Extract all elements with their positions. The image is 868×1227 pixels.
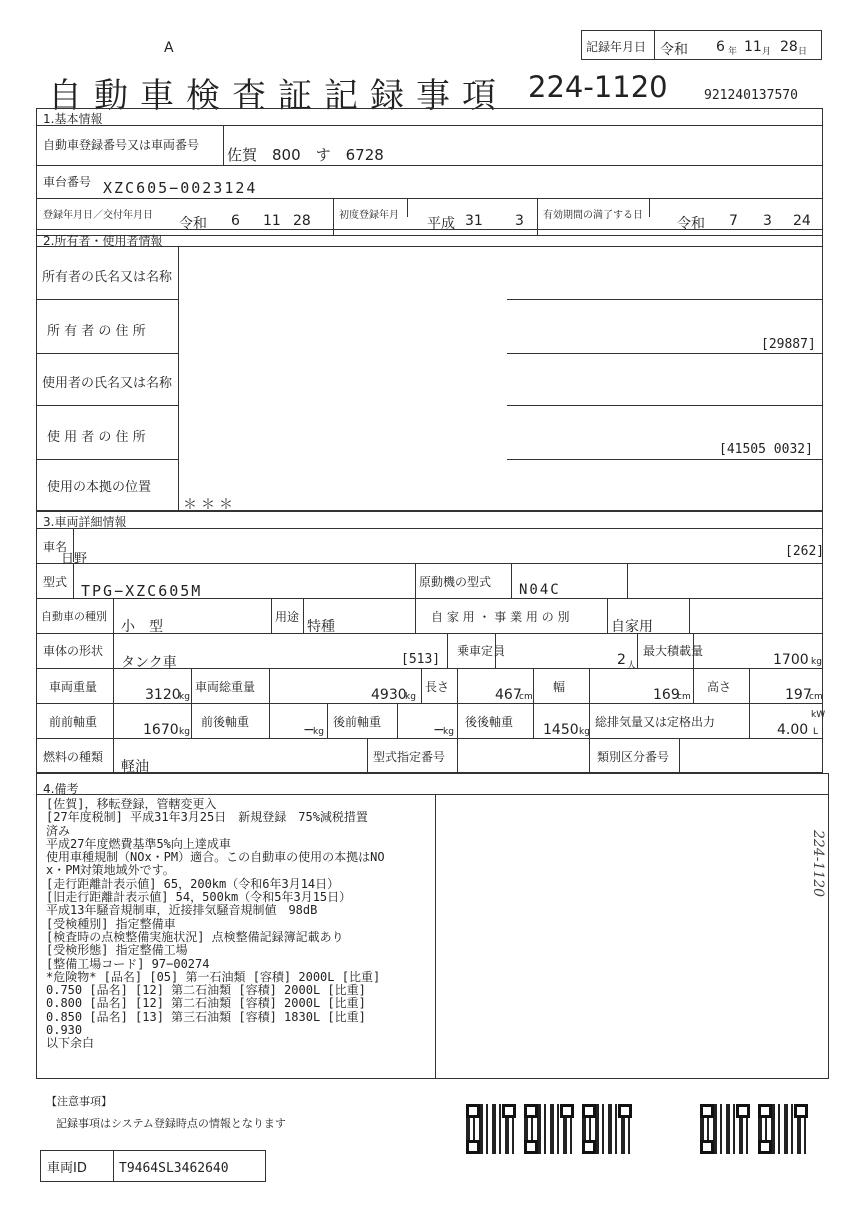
remarks-line: [受検種別] 指定整備車 [46, 916, 176, 931]
capacity-unit: 人 [627, 661, 637, 671]
shape-code: [513] [401, 652, 441, 667]
first-reg-month: 3 [515, 213, 524, 229]
vehicle-id-box [40, 1150, 266, 1182]
user-address-label: 使 用 者 の 住 所 [47, 430, 146, 445]
gross-weight: 4930 [371, 687, 407, 703]
page-title: 自動車検査証記録事項 [48, 76, 508, 116]
owner-code: [29887] [761, 337, 816, 352]
fr-axle-unit: kg [313, 727, 324, 737]
rf-axle-label: 後前軸重 [333, 715, 382, 729]
remarks-line: 使用車種規制（NOx・PM）適合。この自動車の使用の本拠はNO [46, 850, 385, 865]
owner-name-label: 所有者の氏名又は名称 [42, 270, 173, 285]
remarks-line: [受検形態] 指定整備工場 [46, 943, 188, 958]
reg-date-era: 令和 [179, 216, 207, 232]
remarks-line: 0.850 [品名] [13] 第三石油類 [容積] 1830L [比重] [46, 1009, 366, 1024]
rr-axle-unit: kg [579, 727, 590, 737]
model: TPG−XZC605M [81, 582, 203, 600]
record-date-day: 28 [780, 39, 798, 55]
max-load-label: 最大積載量 [643, 644, 704, 658]
type-label: 自動車の種別 [41, 610, 107, 623]
name-code: [262] [785, 544, 825, 559]
first-reg-label: 初度登録年月 [339, 210, 399, 221]
basic-info-section [36, 108, 823, 236]
expiry-day: 24 [793, 213, 811, 229]
engine: N04C [519, 582, 561, 598]
vehicle-id: T9464SL3462640 [119, 1161, 229, 1176]
remarks-line: 済み [46, 823, 71, 838]
remarks-line: [検査時の点検整備実施状況] 点検整備記録簿記載あり [46, 929, 344, 944]
rf-axle: − [433, 722, 445, 738]
expiry-era: 令和 [677, 216, 705, 232]
record-date-year: 6 [716, 39, 725, 55]
remarks-line: [旧走行距離計表示値] 54，500km（令和5年3月15日） [46, 890, 352, 905]
fuel-label: 燃料の種類 [43, 750, 104, 764]
height-label: 高さ [707, 680, 732, 694]
record-date-unit-day: 日 [798, 47, 808, 57]
length: 467 [495, 687, 522, 703]
reg-date-month: 11 [263, 213, 281, 229]
reg-date-year: 6 [231, 213, 240, 229]
fuel-type: 軽油 [121, 759, 149, 775]
vehicle-type: 小 型 [121, 619, 163, 635]
remarks-line: 0.750 [品名] [12] 第二石油類 [容積] 2000L [比重] [46, 983, 366, 998]
ff-axle-label: 前前軸重 [49, 715, 98, 729]
record-date-unit-year: 年 [728, 47, 738, 57]
height-unit: cm [809, 692, 823, 702]
model-label: 型式 [43, 575, 68, 589]
width-label: 幅 [553, 680, 566, 694]
record-date-unit-month: 月 [762, 47, 772, 57]
engine-label: 原動機の型式 [419, 575, 492, 589]
vehicle-use: 特種 [307, 619, 335, 635]
remarks-line: [整備工場コード] 97−00274 [46, 956, 210, 971]
displacement-label: 総排気量又は定格出力 [595, 715, 716, 729]
rr-axle: 1450 [543, 722, 579, 738]
owner-user-section [36, 229, 823, 511]
shape-label: 車体の形状 [43, 644, 104, 658]
qr-code-3 [582, 1104, 632, 1154]
remarks-line: *危険物* [品名] [05] 第一石油類 [容積] 2000L [比重] [46, 969, 381, 984]
displacement-unit-l: L [813, 727, 819, 737]
qr-code-1 [466, 1104, 516, 1154]
chassis-number: XZC605−0023124 [103, 179, 258, 197]
record-date-box [581, 30, 822, 60]
ff-axle: 1670 [143, 722, 179, 738]
user-name-label: 使用者の氏名又は名称 [42, 376, 173, 391]
length-unit: cm [519, 692, 533, 702]
model-designation-label: 型式指定番号 [373, 750, 446, 764]
remarks-line: 平成13年騒音規制車，近接排気騒音規制値 98dB [46, 903, 318, 918]
record-date-month: 11 [744, 39, 762, 55]
reg-number: 佐賀 800 す 6728 [227, 146, 384, 164]
length-label: 長さ [425, 680, 450, 694]
gross-weight-label: 車両総重量 [195, 680, 256, 694]
mark-a: A [164, 40, 174, 56]
owner-user-heading: 2.所有者・使用者情報 [43, 234, 163, 248]
serial-number: 921240137570 [704, 88, 798, 103]
class-number-label: 類別区分番号 [597, 750, 670, 764]
record-date-era: 令和 [660, 42, 688, 58]
remarks-text [46, 798, 436, 1051]
vehicle-name: 日野 [61, 552, 88, 567]
owner-address-label: 所 有 者 の 住 所 [47, 324, 146, 339]
body-shape: タンク車 [121, 655, 177, 671]
capacity-label: 乗車定員 [457, 644, 506, 658]
reg-date-day: 28 [293, 213, 311, 229]
max-load: 1700 [773, 652, 809, 668]
ff-axle-unit: kg [179, 727, 190, 737]
name-label: 車名 [43, 540, 68, 554]
user-code: [41505 0032] [719, 442, 813, 457]
base-label: 使用の本拠の位置 [47, 480, 152, 495]
purpose-label: 自 家 用 ・ 事 業 用 の 別 [431, 610, 570, 624]
vehicle-weight-unit: kg [179, 692, 190, 702]
vehicle-detail-section [36, 511, 826, 775]
remarks-line: [走行距離計表示値] 65，200km（令和6年3月14日） [46, 876, 340, 891]
notice-text: 記録事項はシステム登録時点の情報となります [56, 1117, 286, 1130]
base-value: ＊＊＊ [183, 497, 237, 513]
gross-weight-unit: kg [405, 692, 416, 702]
vehicle-detail-heading: 3.車両詳細情報 [43, 515, 127, 529]
vehicle-weight-label: 車両重量 [49, 680, 98, 694]
rr-axle-label: 後後軸重 [465, 715, 514, 729]
record-date-label: 記録年月日 [586, 40, 647, 54]
height: 197 [785, 687, 812, 703]
remarks-line: [27年度税制] 平成31年3月25日 新規登録 75%減税措置 [46, 810, 368, 825]
remarks-line: 平成27年度燃費基準5%向上達成車 [46, 836, 231, 851]
first-reg-era: 平成 [427, 216, 455, 232]
notice-label: 【注意事項】 [46, 1095, 112, 1108]
basic-info-heading: 1.基本情報 [43, 112, 103, 126]
width: 169 [653, 687, 680, 703]
first-reg-year: 31 [465, 213, 483, 229]
qr-code-5 [758, 1104, 808, 1154]
qr-code-2 [524, 1104, 574, 1154]
purpose: 自家用 [611, 619, 653, 635]
vehicle-id-label: 車両ID [47, 1161, 87, 1176]
displacement-unit-kw: kW [811, 710, 826, 720]
rf-axle-unit: kg [443, 727, 454, 737]
chassis-label: 車台番号 [43, 175, 92, 189]
remarks-line: x・PM対策地域外です。 [46, 863, 175, 878]
width-unit: cm [677, 692, 691, 702]
fr-axle-label: 前後軸重 [201, 715, 250, 729]
reg-number-label: 自動車登録番号又は車両番号 [43, 138, 200, 152]
qr-code-4 [700, 1104, 750, 1154]
remarks-line: 0.800 [品名] [12] 第二石油類 [容積] 2000L [比重] [46, 996, 366, 1011]
remarks-heading: 4.備考 [43, 782, 79, 796]
expiry-year: 7 [729, 213, 738, 229]
use-label: 用途 [275, 610, 300, 624]
remarks-line: [佐賀]，移転登録，管轄変更入 [46, 797, 217, 811]
expiry-month: 3 [763, 213, 772, 229]
doc-code: 224-1120 [528, 70, 668, 104]
max-load-unit: kg [811, 657, 822, 667]
vehicle-weight: 3120 [145, 687, 181, 703]
expiry-label: 有効期間の満了する日 [543, 210, 643, 221]
fr-axle: − [303, 722, 315, 738]
remarks-line: 0.930 [46, 1023, 83, 1038]
remarks-line: 以下余白 [46, 1036, 95, 1051]
reg-date-label: 登録年月日／交付年月日 [43, 210, 153, 221]
handwritten-note: 224-1120 [810, 830, 826, 898]
capacity: 2 [617, 652, 626, 668]
displacement: 4.00 [777, 722, 809, 738]
